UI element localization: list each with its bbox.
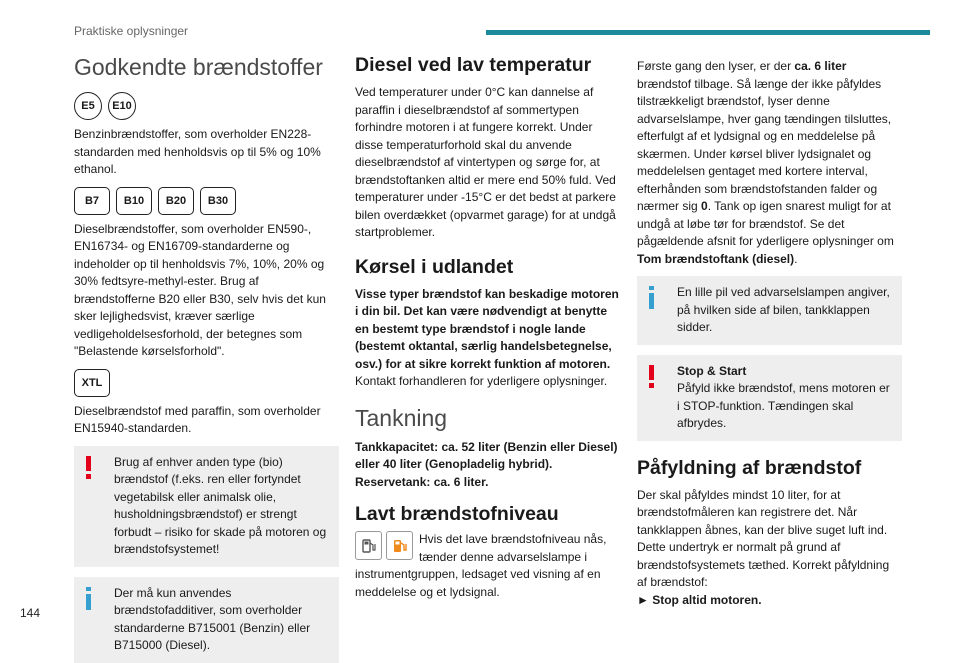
fill-text: Der skal påfyldes mindst 10 liter, for at brændstofmåleren kan registrere det. Når tankklappen åbnes, kan der blive suget luft ind. Dette undertryk er normalt på grund af brændstofsystemets tæthed. Korrekt påfyldning af brændstof: [637,487,890,589]
heading-refuel: Tankning [355,404,448,431]
info-icon [647,284,677,337]
badge-e10: E10 [108,92,136,120]
header-title: Praktiske oplysninger [74,24,189,38]
heading-low-level: Lavt brændstofniveau [355,503,559,525]
warning-exclamation-icon [647,363,677,433]
column-2 [355,52,620,601]
column-3 [637,58,902,609]
badge-b20: B20 [158,187,194,215]
low-level-block [355,531,620,601]
fill-step: ► Stop altid motoren. [637,592,762,607]
info-box-arrow [637,276,902,345]
refuel-capacity-text: Tankkapacitet: ca. 52 liter (Benzin eller Diesel) eller 40 liter (Genopladelig hybrid). Reservetank: ca. 6 liter. [355,439,618,489]
heading-abroad: Kørsel i udlandet [355,255,514,278]
fuel-pump-icon [355,531,382,560]
badge-b10: B10 [116,187,152,215]
diesel-badges [74,187,339,215]
badge-b30: B30 [200,187,236,215]
arrow-info-text: En lille pil ved advarselslampen angiver, på hvilken side af bilen, tankklappen sidder. [677,285,890,334]
badge-xtl: XTL [74,369,110,397]
page-number: 144 [20,606,41,620]
xtl-badges [74,369,339,397]
warning-text: Brug af enhver anden type (bio) brændstof (f.eks. ren eller fortyndet vegetabilsk eller animalsk olie, husholdningsbrændstof) er strengt forbudt – risiko for skade på motoren og brændstofsystemet! [114,454,327,556]
warning-box [74,446,339,567]
info-box [74,577,339,663]
warning-exclamation-icon [84,454,114,559]
stop-start-text: Påfyld ikke brændstof, mens motoren er i STOP-funktion. Tændingen skal afbrydes. [677,381,890,430]
badge-b7: B7 [74,187,110,215]
low-level-text: Hvis det lave brændstofniveau nås, tænder denne advarselslampe i instrumentgruppen, ledsaget ved visning af en meddelelse og et lydsignal. [355,532,607,599]
low-temp-text: Ved temperaturer under 0°C kan dannelse af paraffin i dieselbrændstof af sommertypen forhindre motoren i at fungere korrekt. Under disse temperaturforhold skal du anvende dieselbrændstof af vintertypen og sørge for, at brændstoftanken altid er mere end 50% fuld. Ved temperaturer under -15°C er det bedst at parkere bilen overdækket (opvarmet garage) for at undgå startproblemer. [355,85,616,239]
info-text: Der må kun anvendes brændstofadditiver, som overholder standarderne B715001 (Benzin) eller B715000 (Diesel). [114,585,311,652]
heading-approved-fuels: Godkendte brændstoffer [74,54,323,80]
column-1 [74,52,339,663]
fuel-pump-warning-icon [386,531,413,560]
stop-start-title: Stop & Start [677,363,747,378]
badge-e5: E5 [74,92,102,120]
low-level-intro: Første gang den lyser, er der ca. 6 liter brændstof tilbage. Så længe der ikke påfyldes tilstrækkeligt brændstof, lyser denne advarselslampe, hver gang tændingen tilsluttes, efterfulgt af et lydsignal og en meddelelse på skærmen. Under kørsel bliver lydsignalet og meddelelsen gentaget med kortere interval, efterhånden som brændstofstanden falder og nærmer sig 0. Tank op igen snarest muligt for at undgå at løbe tør for brændstof. Se det pågældende afsnit for yderligere oplysninger om Tom brændstoftank (diesel). [637,59,894,266]
xtl-text: Dieselbrændstof med paraffin, som overholder EN15940-standarden. [74,403,321,435]
heading-low-temp: Diesel ved lav temperatur [355,54,592,76]
header-accent-bar [486,30,930,35]
info-icon [84,585,114,655]
abroad-text: Kontakt forhandleren for yderligere oplysninger. [355,374,608,388]
stop-start-warning-box [637,355,902,441]
diesel-text: Dieselbrændstoffer, som overholder EN590-, EN16734- og EN16709-standarderne og indeholder op til henholdsvis 7%, 10%, 20% og 30% fedtsyre-methyl-ester. Brug af brændstofferne B20 eller B30, selv hvis det kun sker lejlighedsvist, kræver særlige vedligeholdelsesforhold, der betegnes som "Belastende kørselsforhold". [74,221,326,358]
petrol-badges [74,92,339,120]
heading-fill: Påfyldning af brændstof [637,456,862,479]
abroad-bold-text: Visse typer brændstof kan beskadige motoren i din bil. Det kan være nødvendigt at benytte en bestemt type brændstof i nogle lande (bestemt oktantal, særlig handelsbetegnelse, osv.) for at sikre korrekt funktion af motoren. [355,286,619,371]
petrol-text: Benzinbrændstoffer, som overholder EN228-standarden med henholdsvis op til 5% og 10% ethanol. [74,127,321,176]
